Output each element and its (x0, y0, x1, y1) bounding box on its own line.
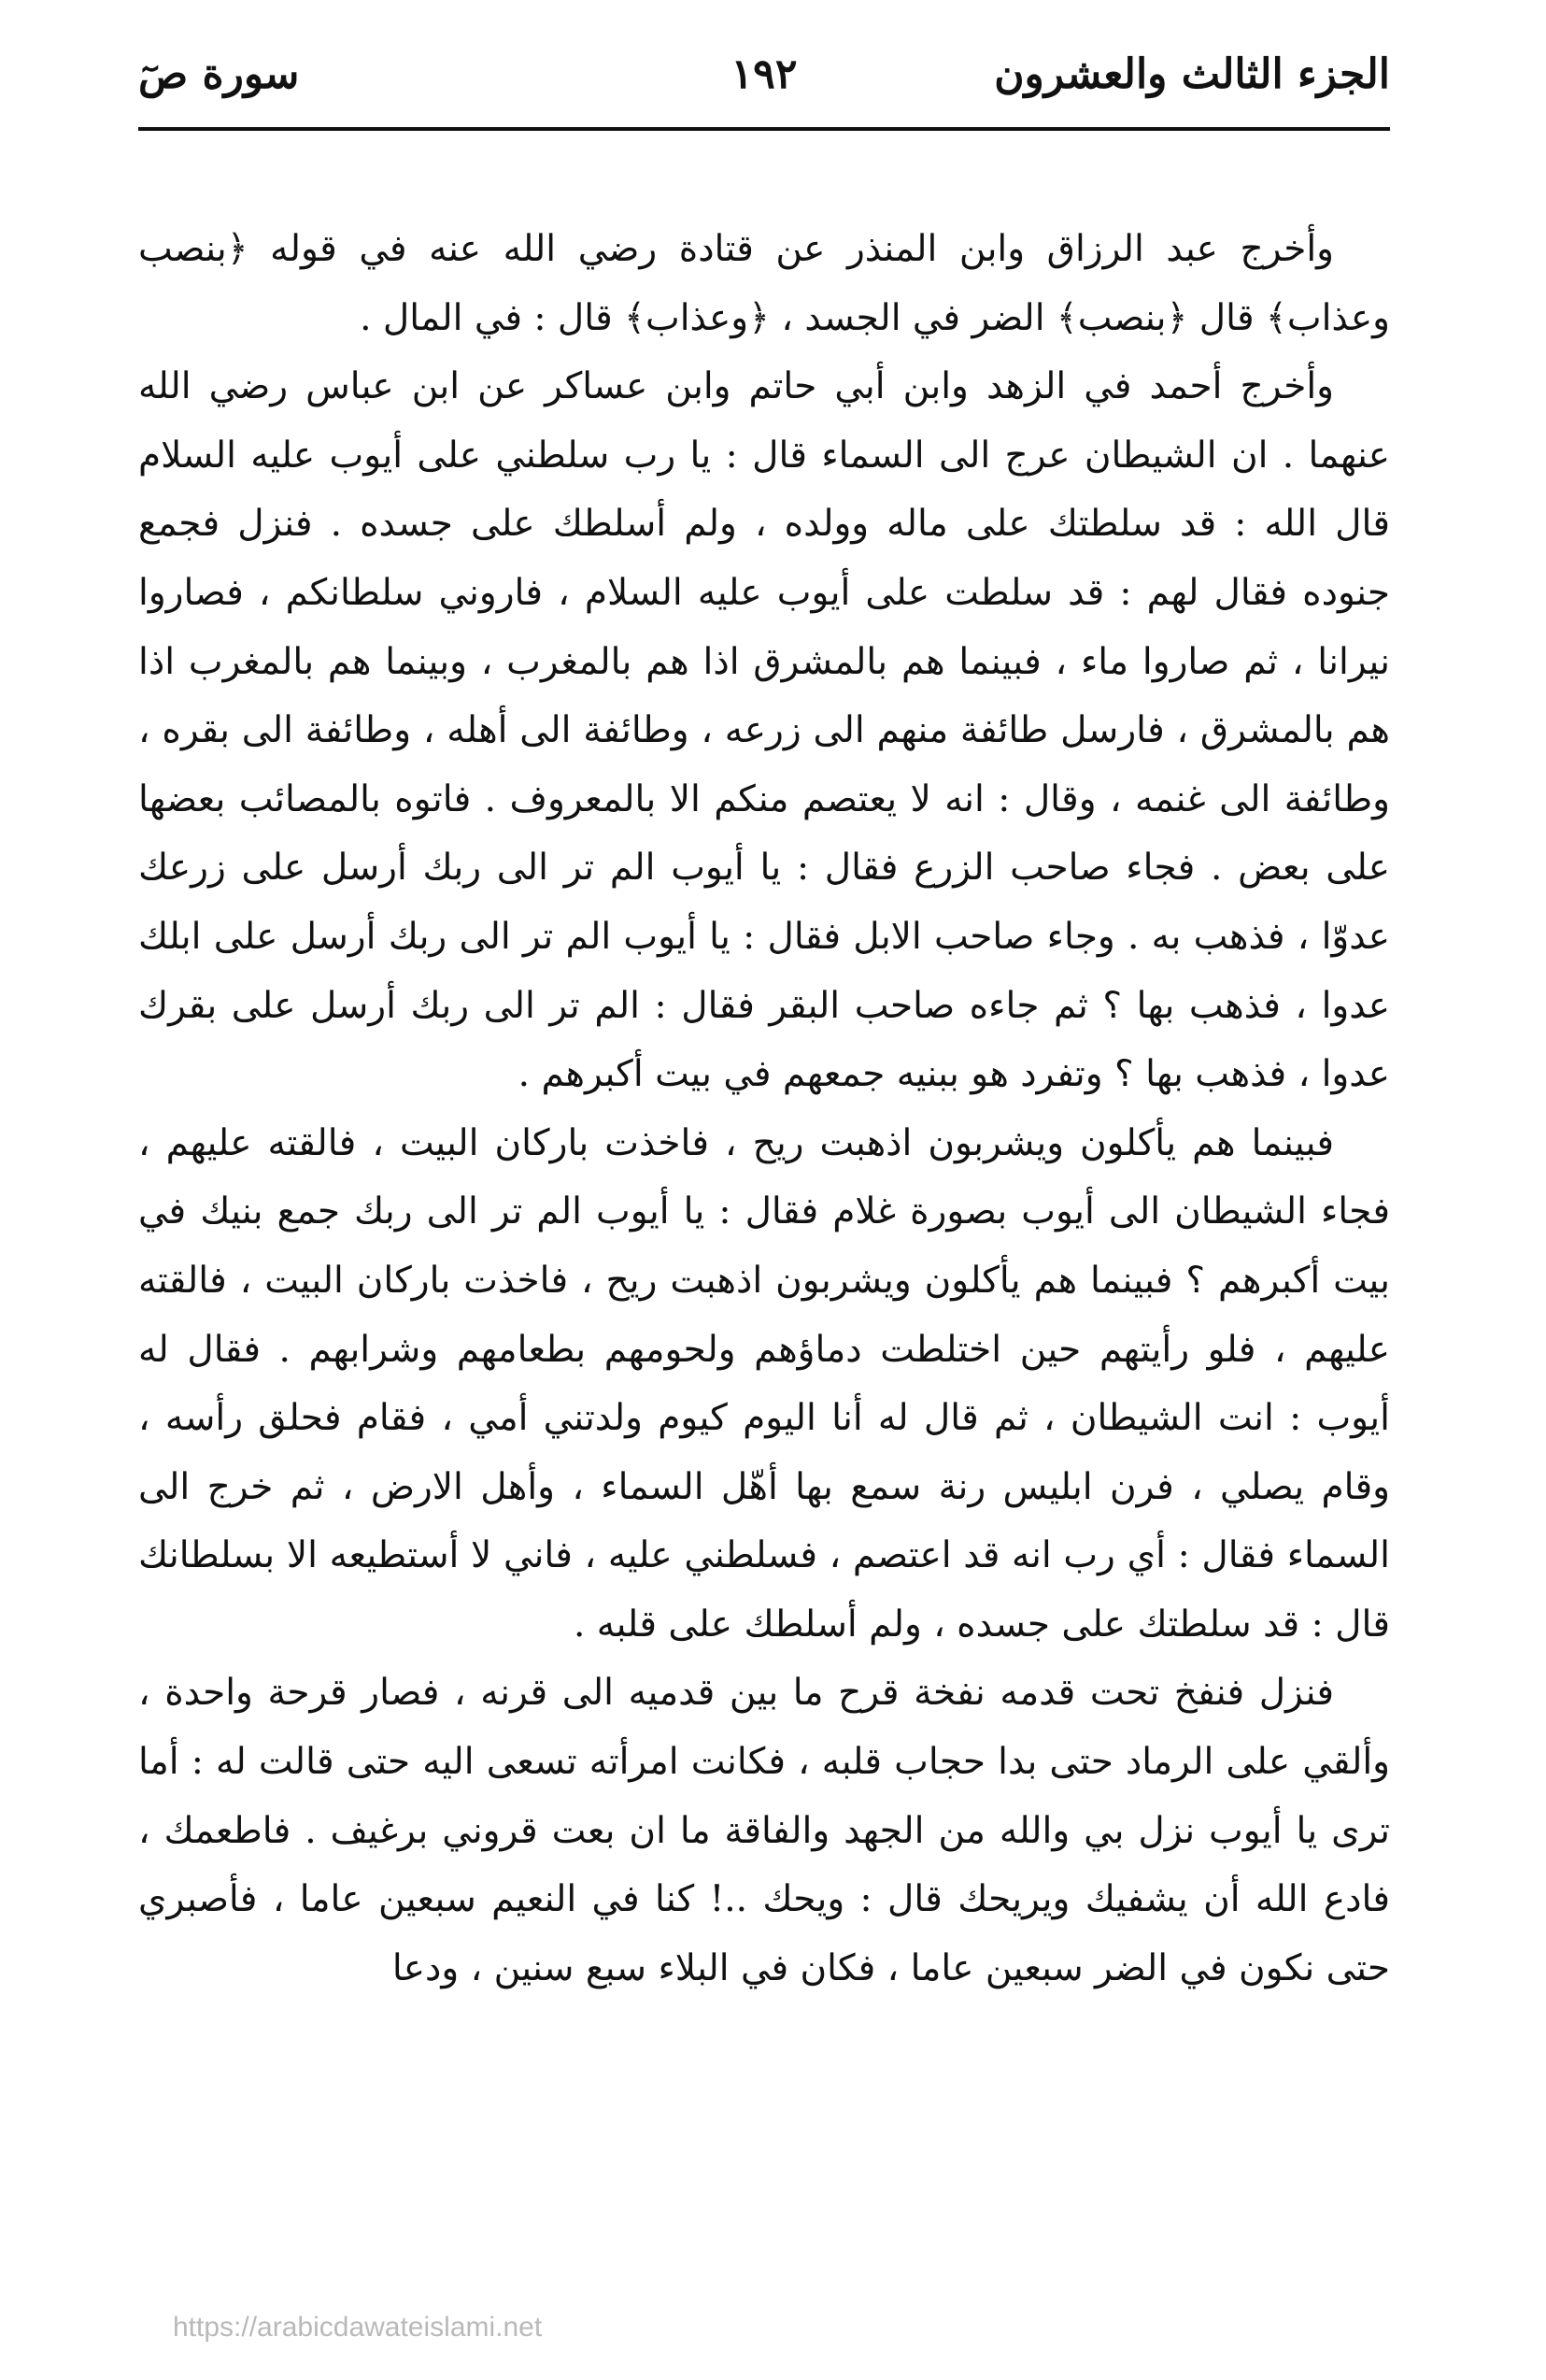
book-page (138, 37, 1390, 2317)
paragraph: وأخرج أحمد في الزهد وابن أبي حاتم وابن عساكر عن ابن عباس رضي الله عنهما . ان الشيطان عرج الى السماء قال : يا رب سلطني على أيوب عليه السلام قال الله : قد سلطتك على ماله وولده ، ولم أسلطك على جسده . فنزل فجمع جنوده فقال لهم : قد سلطت على أيوب عليه السلام ، فاروني سلطانكم ، فصاروا نيرانا ، ثم صاروا ماء ، فبينما هم بالمشرق اذا هم بالمغرب ، وبينما هم بالمغرب اذا هم بالمشرق ، فارسل طائفة منهم الى زرعه ، وطائفة الى أهله ، وطائفة الى بقره ، وطائفة الى غنمه ، وقال : انه لا يعتصم منكم الا بالمعروف . فاتوه بالمصائب بعضها على بعض . فجاء صاحب الزرع فقال : يا أيوب الم تر الى ربك أرسل على زرعك عدوّا ، فذهب به . وجاء صاحب الابل فقال : يا أيوب الم تر الى ربك أرسل على ابلك عدوا ، فذهب بها ؟ ثم جاءه صاحب البقر فقال : الم تر الى ربك أرسل على بقرك عدوا ، فذهب بها ؟ وتفرد هو ببنيه جمعهم في بيت أكبرهم . (138, 365, 1390, 1096)
page-number: ١٩٢ (730, 50, 798, 98)
running-header (138, 37, 1390, 110)
surah-title: سورة صٓ (138, 50, 300, 98)
paragraph: فنزل فنفخ تحت قدمه نفخة قرح ما بين قدميه الى قرنه ، فصار قرحة واحدة ، وألقي على الرماد حتى بدا حجاب قلبه ، فكانت امرأته تسعى اليه حتى قالت له : أما ترى يا أيوب نزل بي والله من الجهد والفاقة ما ان بعت قروني برغيف . فاطعمك ، فادع الله أن يشفيك ويريحك قال : ويحك ..! كنا في النعيم سبعين عاما ، فأصبري حتى نكون في الضر سبعين عاما ، فكان في البلاء سبع سنين ، ودعا (138, 1672, 1390, 1989)
paragraph: وأخرج عبد الرزاق وابن المنذر عن قتادة رضي الله عنه في قوله ﴿بنصب وعذاب﴾ قال ﴿بنصب﴾ الضر في الجسد ، ﴿وعذاب﴾ قال : في المال . (138, 228, 1390, 339)
body-text (138, 215, 1390, 2002)
paragraph: فبينما هم يأكلون ويشربون اذهبت ريح ، فاخذت باركان البيت ، فالقته عليهم ، فجاء الشيطان الى أيوب بصورة غلام فقال : يا أيوب الم تر الى ربك جمع بنيك في بيت أكبرهم ؟ فبينما هم يأكلون ويشربون اذهبت ريح ، فاخذت باركان البيت ، فالقته عليهم ، فلو رأيتهم حين اختلطت دماؤهم ولحومهم بطعامهم وشرابهم . فقال له أيوب : انت الشيطان ، ثم قال له أنا اليوم كيوم ولدتني أمي ، فقام فحلق رأسه ، وقام يصلي ، فرن ابليس رنة سمع بها أهّل السماء ، وأهل الارض ، ثم خرج الى السماء فقال : أي رب انه قد اعتصم ، فسلطني عليه ، فاني لا أستطيعه الا بسلطانك قال : قد سلطتك على جسده ، ولم أسلطك على قلبه . (138, 1121, 1390, 1646)
header-rule (138, 127, 1390, 131)
part-title: الجزء الثالث والعشرون (994, 50, 1390, 98)
watermark-url: https://arabicdawateislami.net (173, 2312, 543, 2343)
